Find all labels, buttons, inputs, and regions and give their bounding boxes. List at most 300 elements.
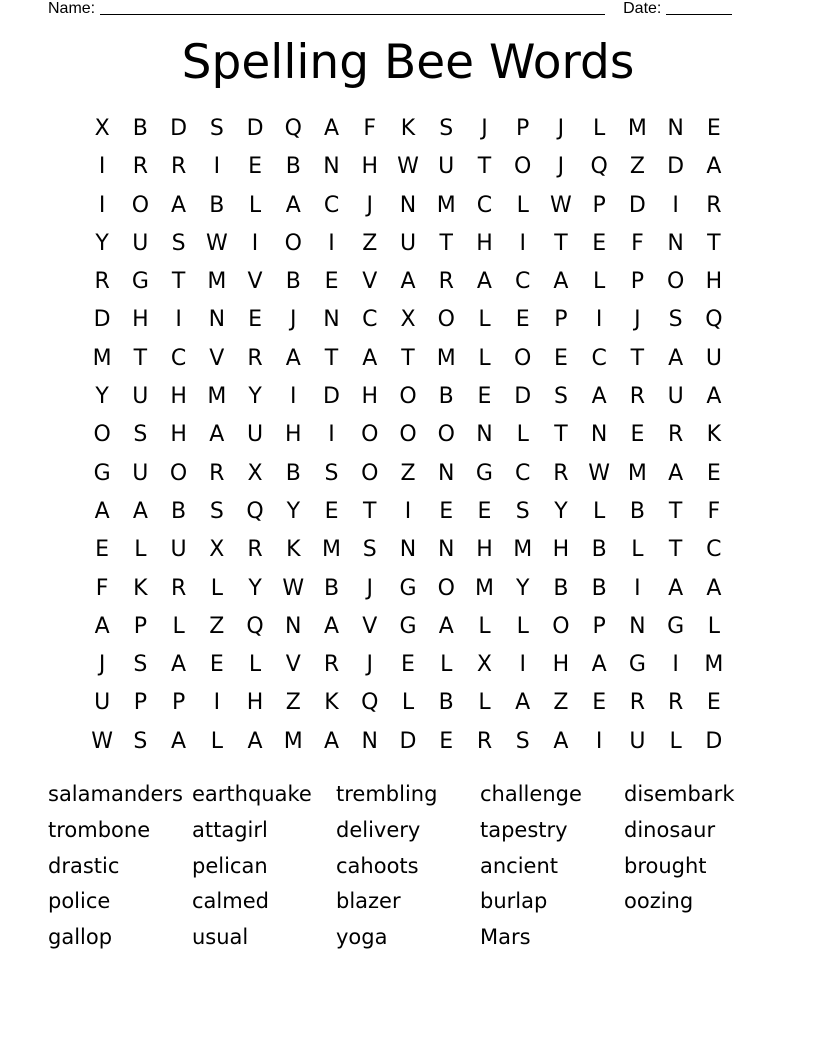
grid-cell[interactable]: H xyxy=(361,154,379,180)
grid-cell[interactable]: R xyxy=(170,154,187,180)
grid-cell[interactable]: H xyxy=(246,690,264,716)
grid-cell[interactable]: H xyxy=(132,307,149,333)
grid-cell[interactable]: I xyxy=(213,154,221,180)
grid-cell[interactable]: C xyxy=(362,307,378,333)
grid-cell[interactable]: A xyxy=(553,728,569,754)
grid-cell[interactable]: E xyxy=(439,728,454,754)
grid-cell[interactable]: S xyxy=(133,652,148,678)
grid-cell[interactable]: U xyxy=(667,384,684,410)
grid-cell[interactable]: R xyxy=(323,652,340,678)
grid-cell[interactable]: L xyxy=(248,192,262,218)
grid-cell[interactable]: L xyxy=(478,345,491,371)
grid-cell[interactable]: N xyxy=(437,460,455,486)
grid-cell[interactable]: G xyxy=(131,269,149,295)
grid-cell[interactable]: L xyxy=(401,690,415,716)
grid-cell[interactable]: D xyxy=(93,307,111,333)
grid-cell[interactable]: K xyxy=(400,116,416,141)
grid-cell[interactable]: M xyxy=(207,269,227,295)
grid-cell[interactable]: E xyxy=(592,690,607,716)
grid-cell[interactable]: H xyxy=(476,230,493,256)
grid-cell[interactable]: E xyxy=(630,422,645,448)
grid-cell[interactable]: C xyxy=(323,192,340,218)
grid-cell[interactable]: M xyxy=(627,460,647,486)
grid-cell[interactable]: Q xyxy=(590,154,608,180)
grid-cell[interactable]: S xyxy=(362,537,377,563)
grid-cell[interactable]: A xyxy=(438,613,454,639)
grid-cell[interactable]: P xyxy=(592,613,606,639)
grid-cell[interactable]: R xyxy=(706,192,722,218)
grid-cell[interactable]: Z xyxy=(400,460,416,486)
grid-cell[interactable]: E xyxy=(95,537,110,563)
grid-cell[interactable]: E xyxy=(248,154,262,180)
grid-cell[interactable]: B xyxy=(285,269,301,295)
word-list-item: brought xyxy=(624,853,707,878)
grid-cell[interactable]: W xyxy=(91,728,113,754)
grid-cell[interactable]: O xyxy=(514,154,532,180)
grid-cell[interactable]: R xyxy=(629,690,646,716)
grid-cell[interactable]: R xyxy=(438,269,454,295)
grid-cell[interactable]: T xyxy=(171,269,186,295)
grid-cell[interactable]: R xyxy=(667,422,684,448)
grid-cell[interactable]: I xyxy=(328,422,335,448)
grid-cell[interactable]: J xyxy=(557,154,565,180)
grid-cell[interactable]: T xyxy=(401,345,415,371)
grid-cell[interactable]: L xyxy=(478,690,491,716)
grid-cell[interactable]: B xyxy=(132,116,148,141)
grid-cell[interactable]: F xyxy=(95,575,109,601)
grid-cell[interactable]: R xyxy=(170,575,187,601)
grid-cell[interactable]: C xyxy=(170,345,187,371)
grid-cell[interactable]: L xyxy=(669,728,682,754)
grid-cell[interactable]: A xyxy=(668,460,684,486)
grid-cell[interactable]: P xyxy=(554,307,568,333)
grid-cell[interactable]: A xyxy=(515,690,531,716)
grid-cell[interactable]: R xyxy=(247,345,263,371)
grid-cell[interactable]: P xyxy=(516,116,530,141)
grid-cell[interactable]: O xyxy=(169,460,188,486)
grid-cell[interactable]: X xyxy=(476,652,492,678)
grid-cell[interactable]: Y xyxy=(286,498,301,524)
grid-cell[interactable]: N xyxy=(399,192,417,218)
grid-cell[interactable]: Z xyxy=(209,613,225,639)
grid-cell[interactable]: N xyxy=(399,537,417,563)
grid-cell[interactable]: B xyxy=(438,690,454,716)
grid-cell[interactable]: U xyxy=(247,422,264,448)
word-list xyxy=(48,777,768,956)
grid-cell[interactable]: O xyxy=(131,192,150,218)
grid-cell[interactable]: N xyxy=(323,154,340,180)
grid-cell[interactable]: A xyxy=(706,154,722,180)
grid-cell[interactable]: I xyxy=(595,307,603,333)
grid-cell[interactable]: X xyxy=(247,460,263,486)
grid-cell[interactable]: Q xyxy=(284,116,302,141)
grid-cell[interactable]: D xyxy=(514,384,532,410)
grid-cell[interactable]: A xyxy=(247,728,263,754)
grid-cell[interactable]: V xyxy=(247,269,263,295)
grid-cell[interactable]: S xyxy=(439,116,454,141)
grid-cell[interactable]: B xyxy=(438,384,454,410)
grid-cell[interactable]: L xyxy=(134,537,147,563)
grid-cell[interactable]: L xyxy=(210,728,223,754)
grid-cell[interactable]: C xyxy=(515,269,531,295)
grid-cell[interactable]: N xyxy=(208,307,226,333)
grid-cell[interactable]: N xyxy=(323,307,340,333)
grid-cell[interactable]: F xyxy=(707,498,721,524)
grid-cell[interactable]: V xyxy=(209,345,225,371)
grid-cell[interactable]: T xyxy=(707,230,721,256)
grid-cell[interactable]: O xyxy=(361,422,379,448)
grid-cell[interactable]: P xyxy=(133,613,147,639)
grid-cell[interactable]: B xyxy=(591,537,607,563)
grid-cell[interactable]: U xyxy=(94,690,111,716)
grid-cell[interactable]: T xyxy=(554,230,568,256)
grid-cell[interactable]: J xyxy=(557,116,565,141)
grid-cell[interactable]: E xyxy=(209,652,224,678)
grid-cell[interactable]: S xyxy=(553,384,568,410)
grid-cell[interactable]: N xyxy=(476,422,493,448)
grid-cell[interactable]: W xyxy=(397,154,419,180)
word-list-item: earthquake xyxy=(192,782,312,806)
grid-cell[interactable]: A xyxy=(171,652,187,678)
grid-cell[interactable]: Z xyxy=(285,690,301,716)
grid-cell[interactable]: N xyxy=(667,230,684,256)
grid-cell[interactable]: E xyxy=(553,345,568,371)
grid-cell[interactable]: J xyxy=(366,575,373,601)
grid-cell[interactable]: R xyxy=(476,728,493,754)
grid-cell[interactable]: Q xyxy=(246,498,264,524)
grid-cell[interactable]: M xyxy=(92,345,112,371)
grid-cell[interactable]: T xyxy=(133,345,148,371)
grid-cell[interactable]: D xyxy=(170,116,188,141)
grid-cell[interactable]: S xyxy=(209,116,224,141)
grid-cell[interactable]: I xyxy=(290,384,297,410)
grid-cell[interactable]: H xyxy=(705,269,723,295)
grid-cell[interactable]: I xyxy=(251,230,259,256)
grid-cell[interactable]: S xyxy=(668,307,683,333)
grid-row xyxy=(83,531,733,569)
grid-cell[interactable]: N xyxy=(590,422,608,448)
grid-cell[interactable]: H xyxy=(552,537,570,563)
grid-cell[interactable]: M xyxy=(322,537,342,563)
grid-cell[interactable]: O xyxy=(437,307,455,333)
grid-cell[interactable]: P xyxy=(630,269,645,295)
grid-cell[interactable]: G xyxy=(399,613,417,639)
grid-cell[interactable]: E xyxy=(706,690,721,716)
grid-cell[interactable]: O xyxy=(399,384,417,410)
grid-cell[interactable]: L xyxy=(516,422,529,448)
grid-cell[interactable]: D xyxy=(667,154,685,180)
grid-cell[interactable]: M xyxy=(513,537,533,563)
grid-cell[interactable]: T xyxy=(554,422,568,448)
grid-cell[interactable]: A xyxy=(553,269,569,295)
grid-cell[interactable]: Y xyxy=(248,384,262,410)
grid-cell[interactable]: I xyxy=(519,230,526,256)
grid-row xyxy=(83,225,733,263)
grid-cell[interactable]: E xyxy=(706,460,721,486)
grid-cell[interactable]: R xyxy=(209,460,225,486)
grid-cell[interactable]: D xyxy=(246,116,264,141)
grid-cell[interactable]: Q xyxy=(361,690,379,716)
grid-cell[interactable]: G xyxy=(667,613,685,639)
grid-cell[interactable]: R xyxy=(132,154,148,180)
grid-cell[interactable]: M xyxy=(474,575,494,601)
grid-cell[interactable]: Y xyxy=(554,498,568,524)
grid-cell[interactable]: A xyxy=(323,728,340,754)
grid-cell[interactable]: O xyxy=(666,269,685,295)
grid-cell[interactable]: Z xyxy=(553,690,569,716)
grid-cell[interactable]: B xyxy=(553,575,569,601)
grid-cell[interactable]: E xyxy=(477,384,492,410)
grid-cell[interactable]: D xyxy=(323,384,340,410)
grid-cell[interactable]: C xyxy=(706,537,722,563)
grid-cell[interactable]: I xyxy=(595,728,603,754)
grid-cell[interactable]: J xyxy=(98,652,106,678)
grid-cell[interactable]: B xyxy=(285,154,301,180)
grid-cell[interactable]: V xyxy=(362,613,378,639)
grid-row xyxy=(83,301,733,339)
grid-cell[interactable]: T xyxy=(324,345,339,371)
grid-cell[interactable]: C xyxy=(515,460,531,486)
grid-cell[interactable]: L xyxy=(172,613,185,639)
grid-cell[interactable]: J xyxy=(290,307,297,333)
grid-cell[interactable]: R xyxy=(629,384,646,410)
grid-cell[interactable]: A xyxy=(362,345,378,371)
grid-cell[interactable]: Q xyxy=(246,613,264,639)
grid-cell[interactable]: F xyxy=(631,230,644,256)
grid-cell[interactable]: E xyxy=(477,498,492,524)
grid-cell[interactable]: O xyxy=(284,230,302,256)
grid-cell[interactable]: G xyxy=(475,460,493,486)
grid-cell[interactable]: A xyxy=(668,575,684,601)
grid-cell[interactable]: I xyxy=(98,154,106,180)
grid-cell[interactable]: O xyxy=(437,422,455,448)
grid-cell[interactable]: I xyxy=(98,192,106,218)
grid-cell[interactable]: S xyxy=(515,498,530,524)
grid-cell[interactable]: S xyxy=(133,728,148,754)
grid-cell[interactable]: X xyxy=(209,537,225,563)
grid-cell[interactable]: H xyxy=(476,537,493,563)
grid-cell[interactable]: O xyxy=(399,422,417,448)
grid-cell[interactable]: I xyxy=(519,652,526,678)
grid-cell[interactable]: N xyxy=(437,537,455,563)
grid-cell[interactable]: E xyxy=(401,652,415,678)
grid-cell[interactable]: S xyxy=(324,460,339,486)
grid-cell[interactable]: U xyxy=(629,728,646,754)
grid-cell[interactable]: L xyxy=(440,652,453,678)
grid-cell[interactable]: T xyxy=(668,537,683,563)
grid-cell[interactable]: T xyxy=(439,230,453,256)
grid-cell[interactable]: L xyxy=(478,613,491,639)
grid-cell[interactable]: N xyxy=(667,116,684,141)
grid-cell[interactable]: H xyxy=(552,652,570,678)
grid-cell[interactable]: K xyxy=(133,575,148,601)
grid-cell[interactable]: L xyxy=(593,269,606,295)
grid-cell[interactable]: A xyxy=(285,345,301,371)
grid-cell[interactable]: Z xyxy=(629,154,645,180)
grid-cell[interactable]: D xyxy=(399,728,417,754)
grid-cell[interactable]: U xyxy=(132,230,149,256)
grid-cell[interactable]: E xyxy=(248,307,262,333)
grid-cell[interactable]: N xyxy=(285,613,302,639)
grid-cell[interactable]: N xyxy=(361,728,378,754)
grid-cell[interactable]: Q xyxy=(705,307,723,333)
grid-cell[interactable]: P xyxy=(133,690,147,716)
grid-cell[interactable]: T xyxy=(477,154,492,180)
grid-cell[interactable]: E xyxy=(592,230,607,256)
grid-cell[interactable]: A xyxy=(94,498,110,524)
grid-cell[interactable]: O xyxy=(552,613,570,639)
grid-cell[interactable]: J xyxy=(366,192,373,218)
grid-cell[interactable]: I xyxy=(328,230,335,256)
grid-cell[interactable]: E xyxy=(439,498,454,524)
grid-cell[interactable]: C xyxy=(476,192,493,218)
grid-cell[interactable]: I xyxy=(672,192,679,218)
grid-cell[interactable]: A xyxy=(285,192,301,218)
grid-cell[interactable]: A xyxy=(476,269,492,295)
grid-cell[interactable]: W xyxy=(282,575,305,601)
grid-cell[interactable]: L xyxy=(631,537,644,563)
grid-cell[interactable]: L xyxy=(593,116,606,141)
grid-cell[interactable]: B xyxy=(323,575,340,601)
grid-cell[interactable]: Y xyxy=(248,575,262,601)
grid-cell[interactable]: D xyxy=(705,728,723,754)
grid-cell[interactable]: L xyxy=(707,613,720,639)
date-field[interactable] xyxy=(666,0,732,15)
grid-cell[interactable]: M xyxy=(207,384,227,410)
grid-cell[interactable]: H xyxy=(285,422,302,448)
grid-cell[interactable]: A xyxy=(591,652,607,678)
grid-cell[interactable]: P xyxy=(592,192,606,218)
grid-cell[interactable]: A xyxy=(171,192,187,218)
grid-cell[interactable]: N xyxy=(629,613,646,639)
grid-cell[interactable]: M xyxy=(283,728,303,754)
grid-cell[interactable]: X xyxy=(94,116,110,141)
grid-cell[interactable]: U xyxy=(399,230,417,256)
grid-cell[interactable]: B xyxy=(629,498,645,524)
grid-cell[interactable]: A xyxy=(171,728,187,754)
grid-cell[interactable]: B xyxy=(209,192,225,218)
grid-cell[interactable]: A xyxy=(706,575,722,601)
grid-cell[interactable]: E xyxy=(324,269,339,295)
grid-cell[interactable]: O xyxy=(437,575,455,601)
grid-cell[interactable]: M xyxy=(436,192,456,218)
grid-cell[interactable]: Y xyxy=(95,230,109,256)
grid-cell[interactable]: I xyxy=(213,690,221,716)
grid-cell[interactable]: U xyxy=(170,537,187,563)
word-list-item: salamanders xyxy=(48,782,183,806)
grid-cell[interactable]: L xyxy=(516,613,529,639)
grid-cell[interactable]: H xyxy=(170,422,187,448)
grid-cell[interactable]: D xyxy=(628,192,646,218)
grid-cell[interactable]: U xyxy=(132,384,149,410)
grid-cell[interactable]: T xyxy=(630,345,645,371)
grid-cell[interactable]: A xyxy=(400,269,416,295)
grid-cell[interactable]: A xyxy=(132,498,148,524)
name-field[interactable] xyxy=(100,0,605,15)
grid-cell[interactable]: P xyxy=(171,690,186,716)
grid-cell[interactable]: O xyxy=(361,460,379,486)
grid-cell[interactable]: U xyxy=(438,154,455,180)
grid-cell[interactable]: F xyxy=(363,116,377,141)
grid-cell[interactable]: U xyxy=(705,345,722,371)
grid-cell[interactable]: A xyxy=(323,116,340,141)
grid-cell[interactable]: A xyxy=(668,345,684,371)
grid-cell[interactable]: A xyxy=(591,384,607,410)
grid-cell[interactable]: T xyxy=(363,498,377,524)
grid-cell[interactable]: J xyxy=(634,307,641,333)
grid-cell[interactable]: E xyxy=(706,116,721,141)
grid-cell[interactable]: U xyxy=(132,460,149,486)
grid-cell[interactable]: L xyxy=(248,652,262,678)
grid-cell[interactable]: J xyxy=(481,116,488,141)
grid-cell[interactable]: Z xyxy=(362,230,378,256)
grid-cell[interactable]: R xyxy=(247,537,263,563)
grid-cell[interactable]: L xyxy=(593,498,606,524)
grid-cell[interactable]: S xyxy=(171,230,186,256)
grid-cell[interactable]: V xyxy=(362,269,378,295)
grid-cell[interactable]: E xyxy=(324,498,339,524)
grid-cell[interactable]: S xyxy=(209,498,224,524)
grid-cell[interactable]: X xyxy=(400,307,416,333)
grid-cell[interactable]: Y xyxy=(515,575,530,601)
grid-cell[interactable]: K xyxy=(324,690,339,716)
grid-cell[interactable]: L xyxy=(210,575,223,601)
grid-cell[interactable]: C xyxy=(591,345,607,371)
grid-cell[interactable]: B xyxy=(285,460,301,486)
grid-cell[interactable]: A xyxy=(94,613,110,639)
grid-cell[interactable]: G xyxy=(628,652,646,678)
grid-cell[interactable]: A xyxy=(323,613,340,639)
grid-cell[interactable]: L xyxy=(516,192,529,218)
grid-cell[interactable]: R xyxy=(553,460,569,486)
grid-cell[interactable]: G xyxy=(93,460,111,486)
grid-cell[interactable]: L xyxy=(478,307,491,333)
grid-cell[interactable]: W xyxy=(205,230,228,256)
grid-cell[interactable]: J xyxy=(366,652,373,678)
grid-cell[interactable]: H xyxy=(170,384,187,410)
grid-cell[interactable]: S xyxy=(133,422,148,448)
grid-cell[interactable]: T xyxy=(668,498,683,524)
grid-cell[interactable]: A xyxy=(706,384,722,410)
word-list-item: challenge xyxy=(480,782,582,806)
grid-cell[interactable]: S xyxy=(515,728,530,754)
grid-cell[interactable]: O xyxy=(93,422,111,448)
grid-cell[interactable]: I xyxy=(404,498,412,524)
grid-cell[interactable]: V xyxy=(285,652,301,678)
grid-cell[interactable]: I xyxy=(175,307,182,333)
grid-cell[interactable]: K xyxy=(286,537,301,563)
grid-cell[interactable]: O xyxy=(514,345,532,371)
grid-cell[interactable]: B xyxy=(171,498,187,524)
grid-cell[interactable]: I xyxy=(634,575,641,601)
grid-cell[interactable]: W xyxy=(588,460,611,486)
grid-cell[interactable]: M xyxy=(627,116,647,141)
grid-cell[interactable]: M xyxy=(704,652,724,678)
grid-cell[interactable]: I xyxy=(672,652,679,678)
grid-cell[interactable]: W xyxy=(550,192,572,218)
grid-cell[interactable]: Y xyxy=(95,384,109,410)
grid-row xyxy=(83,684,733,722)
grid-cell[interactable]: R xyxy=(94,269,110,295)
grid-cell[interactable]: M xyxy=(436,345,456,371)
grid-cell[interactable]: K xyxy=(706,422,722,448)
grid-cell[interactable]: E xyxy=(515,307,530,333)
grid-cell[interactable]: R xyxy=(667,690,684,716)
grid-cell[interactable]: A xyxy=(209,422,225,448)
grid-cell[interactable]: H xyxy=(361,384,379,410)
grid-cell[interactable]: B xyxy=(591,575,607,601)
grid-cell[interactable]: G xyxy=(399,575,417,601)
